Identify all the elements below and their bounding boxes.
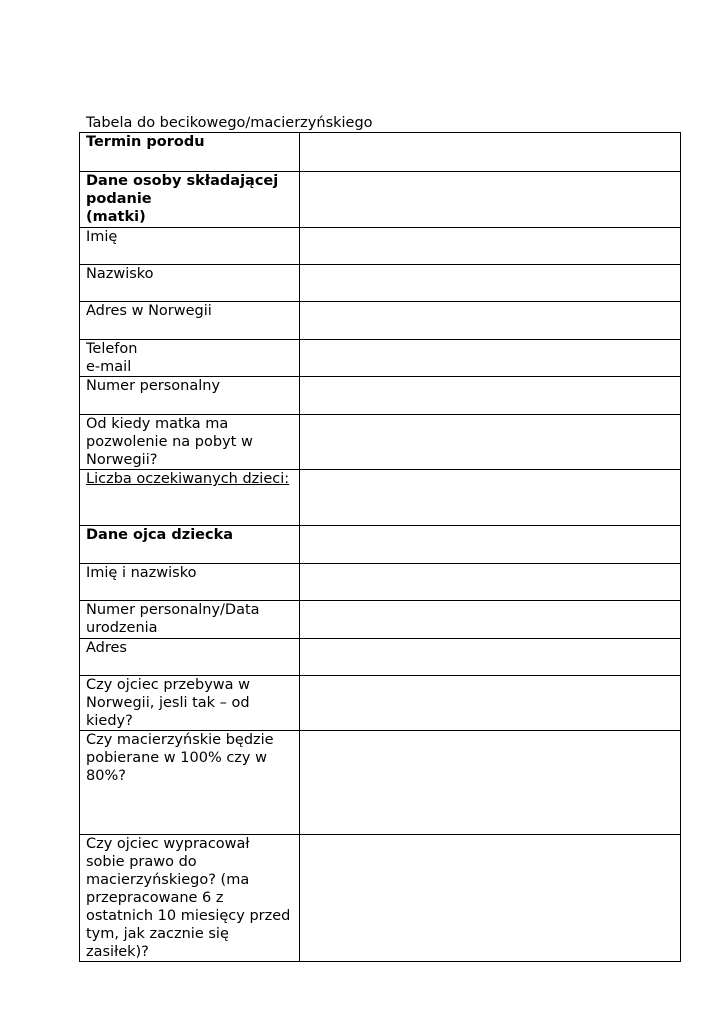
field-residence-permit[interactable] bbox=[300, 415, 681, 470]
label-father-id-birthdate bbox=[80, 601, 300, 639]
table-row-father-address bbox=[80, 639, 681, 676]
section-heading-father bbox=[80, 526, 300, 564]
label-text-first-name: Imię bbox=[86, 229, 118, 245]
table-row-father-full-name bbox=[80, 564, 681, 601]
label-personal-number bbox=[80, 377, 300, 415]
label-text-expected-children: Liczba oczekiwanych dzieci: bbox=[86, 471, 290, 487]
label-text-father-id-birthdate: Numer personalny/Data urodzenia bbox=[86, 602, 260, 636]
label-due-date bbox=[80, 133, 300, 172]
table-row-maternity-percent bbox=[80, 731, 681, 835]
field-maternity-percent[interactable] bbox=[300, 731, 681, 835]
label-father-address bbox=[80, 639, 300, 676]
label-text-phone-email: Telefon e-mail bbox=[86, 341, 138, 375]
table-row-address-norway bbox=[80, 302, 681, 340]
field-father-entitlement[interactable] bbox=[300, 835, 681, 962]
table-row-expected-children bbox=[80, 470, 681, 526]
label-last-name bbox=[80, 265, 300, 302]
field-mother-section[interactable] bbox=[300, 172, 681, 228]
label-text-residence-permit: Od kiedy matka ma pozwolenie na pobyt w Norwegii? bbox=[86, 416, 253, 468]
field-last-name[interactable] bbox=[300, 265, 681, 302]
label-text-father-entitlement: Czy ojciec wypracował sobie prawo do macierzyńskiego? (ma przepracowane 6 z ostatnich 10 miesięcy przed tym, jak zacznie się zasiłek)? bbox=[86, 836, 291, 960]
field-address-norway[interactable] bbox=[300, 302, 681, 340]
label-text-mother-section: Dane osoby składającej podanie (matki) bbox=[86, 173, 279, 225]
label-text-due-date: Termin porodu bbox=[86, 134, 205, 150]
field-father-in-norway[interactable] bbox=[300, 676, 681, 731]
label-address-norway bbox=[80, 302, 300, 340]
section-heading-mother bbox=[80, 172, 300, 228]
table-row-father-id-birthdate bbox=[80, 601, 681, 639]
label-text-father-section: Dane ojca dziecka bbox=[86, 527, 234, 543]
label-residence-permit bbox=[80, 415, 300, 470]
document-title: Tabela do becikowego/macierzyńskiego bbox=[86, 115, 373, 131]
table-row-father-in-norway bbox=[80, 676, 681, 731]
label-phone-email bbox=[80, 340, 300, 377]
label-first-name bbox=[80, 228, 300, 265]
table-row-first-name bbox=[80, 228, 681, 265]
table-row-due-date bbox=[80, 133, 681, 172]
label-father-in-norway bbox=[80, 676, 300, 731]
table-row-personal-number bbox=[80, 377, 681, 415]
label-text-maternity-percent: Czy macierzyńskie będzie pobierane w 100% czy w 80%? bbox=[86, 732, 274, 784]
table-row-father-section bbox=[80, 526, 681, 564]
label-father-full-name bbox=[80, 564, 300, 601]
label-text-address-norway: Adres w Norwegii bbox=[86, 303, 212, 319]
field-due-date[interactable] bbox=[300, 133, 681, 172]
table-row-residence-permit bbox=[80, 415, 681, 470]
table-row-phone-email bbox=[80, 340, 681, 377]
table-row-father-entitlement bbox=[80, 835, 681, 962]
label-maternity-percent bbox=[80, 731, 300, 835]
label-father-entitlement bbox=[80, 835, 300, 962]
table-row-mother-section bbox=[80, 172, 681, 228]
label-text-last-name: Nazwisko bbox=[86, 266, 154, 282]
field-expected-children[interactable] bbox=[300, 470, 681, 526]
label-expected-children bbox=[80, 470, 300, 526]
field-father-address[interactable] bbox=[300, 639, 681, 676]
field-father-id-birthdate[interactable] bbox=[300, 601, 681, 639]
field-first-name[interactable] bbox=[300, 228, 681, 265]
field-phone-email[interactable] bbox=[300, 340, 681, 377]
label-text-father-in-norway: Czy ojciec przebywa w Norwegii, jesli tak – od kiedy? bbox=[86, 677, 251, 729]
label-text-father-full-name: Imię i nazwisko bbox=[86, 565, 197, 581]
form-table bbox=[79, 132, 681, 962]
label-text-father-address: Adres bbox=[86, 640, 127, 656]
field-father-full-name[interactable] bbox=[300, 564, 681, 601]
field-father-section[interactable] bbox=[300, 526, 681, 564]
label-text-personal-number: Numer personalny bbox=[86, 378, 221, 394]
table-row-last-name bbox=[80, 265, 681, 302]
field-personal-number[interactable] bbox=[300, 377, 681, 415]
